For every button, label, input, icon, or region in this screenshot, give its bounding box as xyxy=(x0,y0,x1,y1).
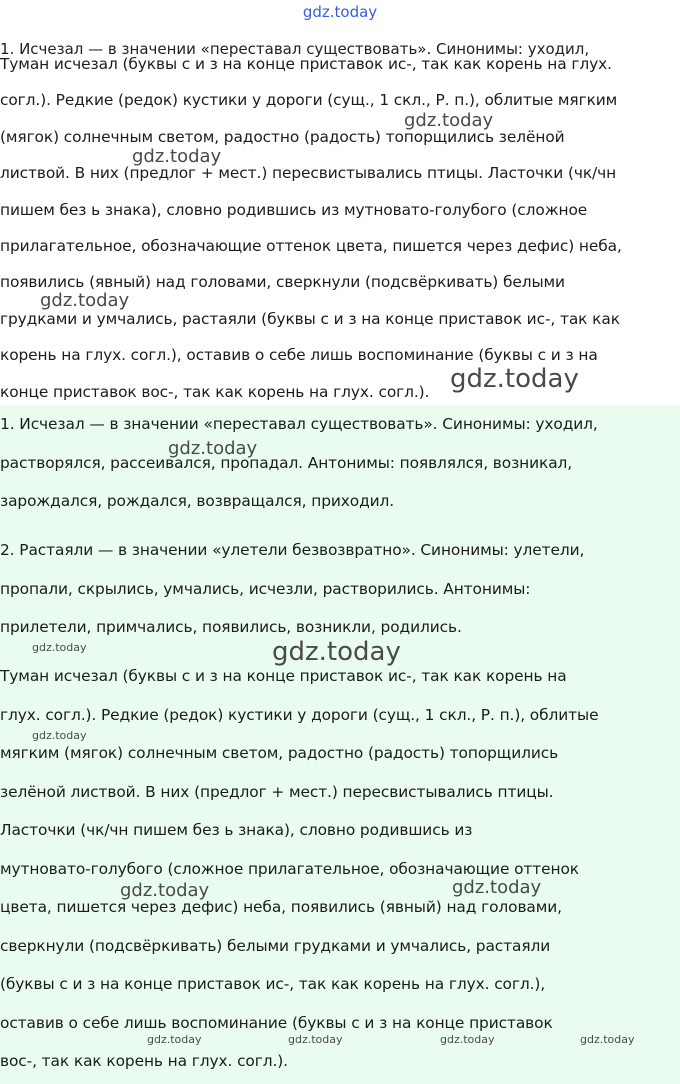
text-line: Туман исчезал (буквы с и з на конце приставок ис-, так как корень на xyxy=(0,667,567,685)
answer-paragraph-2 xyxy=(0,531,680,647)
header-watermark: gdz.today xyxy=(302,3,378,21)
text-line: зарождался, рождался, возвращался, приходил. xyxy=(0,492,395,510)
watermark: gdz.today xyxy=(132,146,222,167)
watermark: gdz.today xyxy=(450,364,579,394)
text-line: сверкнули (подсвёркивать) белыми грудками и умчались, растаяли xyxy=(0,936,551,955)
watermark: gdz.today xyxy=(272,637,401,667)
answer-paragraph-1 xyxy=(0,405,680,521)
text-line: вос-, так как корень на глух. согл.). xyxy=(0,1052,288,1070)
watermark: gdz.today xyxy=(147,1033,202,1046)
text-line: оставив о себе лишь воспоминание (буквы с и з на конце приставок xyxy=(0,1013,553,1032)
text-line: листвой. В них (предлог + мест.) пересвистывались птицы. Ласточки (чк/чн xyxy=(0,164,617,183)
watermark: gdz.today xyxy=(32,729,87,742)
text-line: согл.). Редкие (редок) кустики у дороги (сущ., 1 скл., Р. п.), облитые мягким xyxy=(0,91,618,110)
text-line: цвета, пишется через дефис) неба, появились (явный) над головами, xyxy=(0,898,562,916)
text-line: прилетели, примчались, появились, возникли, родились. xyxy=(0,618,462,636)
text-line: (буквы с и з на конце приставок ис-, так как корень на глух. согл.), xyxy=(0,975,546,993)
text-line: мутновато-голубого (сложное прилагательное, обозначающие оттенок xyxy=(0,859,580,878)
text-line: Ласточки (чк/чн пишем без ь знака), словно родившись из xyxy=(0,821,473,839)
text-line: Туман исчезал (буквы с и з на конце приставок ис-, так как корень на глух. xyxy=(0,55,612,73)
cut-off-line: 1. Исчезал — в значении «переставал существовать». Синонимы: уходил, xyxy=(0,40,590,58)
text-line: зелёной листвой. В них (предлог + мест.) пересвистывались птицы. xyxy=(0,782,554,801)
text-line: корень на глух. согл.), оставив о себе лишь воспоминание (буквы с и з на xyxy=(0,346,598,365)
watermark: gdz.today xyxy=(40,290,130,311)
watermark: gdz.today xyxy=(32,641,87,654)
text-line: прилагательное, обозначающие оттенок цвета, пишется через дефис) неба, xyxy=(0,237,622,256)
watermark: gdz.today xyxy=(404,110,494,131)
analysis-text-block xyxy=(0,46,680,410)
text-line: 1. Исчезал — в значении «переставал существовать». Синонимы: уходил, xyxy=(0,415,598,433)
text-line: грудками и умчались, растаяли (буквы с и з на конце приставок ис-, так как xyxy=(0,309,620,328)
answer-paragraph-3 xyxy=(0,657,680,1081)
text-line: пропали, скрылись, умчались, исчезли, растворились. Антонимы: xyxy=(0,579,531,598)
text-line: глух. согл.). Редкие (редок) кустики у дороги (сущ., 1 скл., Р. п.), облитые xyxy=(0,705,599,724)
text-line: появились (явный) над головами, сверкнули (подсвёркивать) белыми xyxy=(0,273,565,292)
text-line: (мягок) солнечным светом, радостно (радость) топорщились зелёной xyxy=(0,127,565,146)
watermark: gdz.today xyxy=(452,877,542,898)
text-line: пишем без ь знака), словно родившись из мутновато-голубого (сложное xyxy=(0,200,588,219)
watermark: gdz.today xyxy=(168,438,258,459)
watermark: gdz.today xyxy=(288,1033,343,1046)
watermark: gdz.today xyxy=(580,1033,635,1046)
watermark: gdz.today xyxy=(120,880,210,901)
text-line: конце приставок вос-, так как корень на глух. согл.). xyxy=(0,382,430,401)
text-line: 2. Растаяли — в значении «улетели безвозвратно». Синонимы: улетели, xyxy=(0,541,585,559)
watermark: gdz.today xyxy=(440,1033,495,1046)
text-line: мягким (мягок) солнечным светом, радостно (радость) топорщились xyxy=(0,744,559,762)
text-line: растворялся, рассеивался, пропадал. Антонимы: появлялся, возникал, xyxy=(0,453,573,472)
